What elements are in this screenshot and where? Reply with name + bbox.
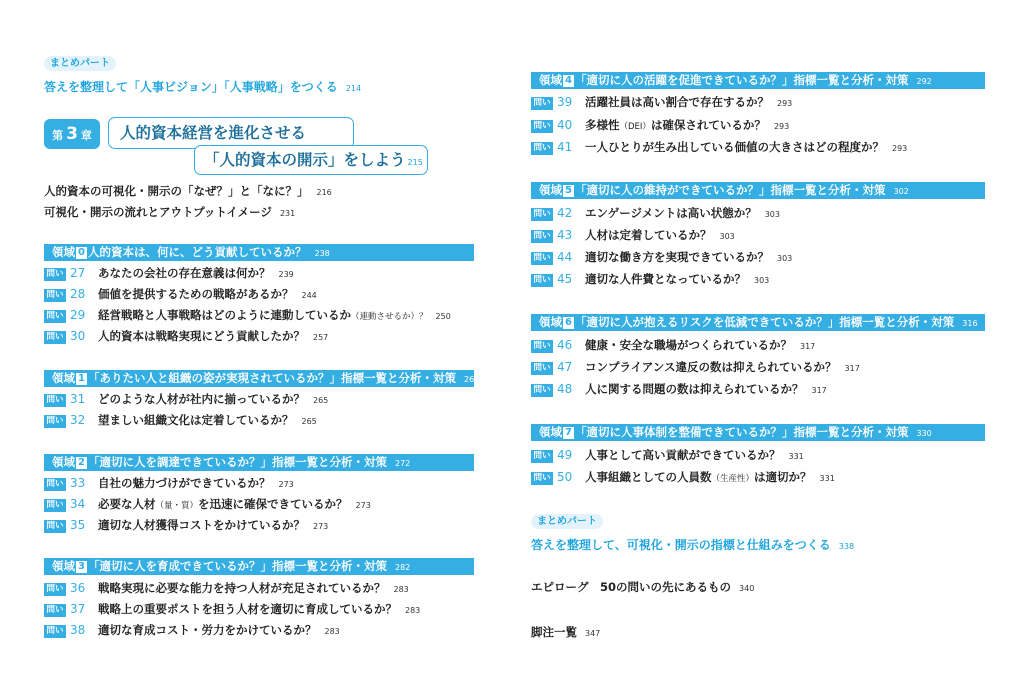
summary-part-label-right: まとめパート: [531, 514, 603, 529]
question-item: 問い 49 人事として高い貢献ができているか？ 331: [531, 447, 804, 463]
footnotes-entry: 脚注一覧 347: [531, 625, 601, 639]
question-item: 問い 44 適切な働き方を実現できているか？ 303: [531, 249, 792, 265]
question-item: 問い 47 コンプライアンス違反の数は抑えられているか？ 317: [531, 359, 860, 375]
domain-banner-6: 領域 6 「適切に人が抱えるリスクを低減できているか？」指標一覧と分析・対策 316: [531, 314, 985, 331]
question-item: 問い 31 どのような人材が社内に揃っているか？ 265: [44, 391, 328, 407]
question-item: 問い 33 自社の魅力づけができているか？ 273: [44, 475, 294, 491]
question-item: 問い 45 適切な人件費となっているか？ 303: [531, 271, 769, 287]
chapter-number-tag: 第 3 章: [44, 119, 100, 149]
chapter-title-line2: 「人的資本の開示」をしよう 215: [204, 151, 423, 169]
domain-banner-2: 領域 2 「適切に人を調達できているか？」指標一覧と分析・対策 272: [44, 454, 474, 471]
question-item: 問い 43 人材は定着しているか？ 303: [531, 227, 735, 243]
question-item: 問い 29 経営戦略と人事戦略はどのように連動しているか（連動させるか）？ 250: [44, 307, 451, 323]
question-item: 問い 41 一人ひとりが生み出している価値の大きさはどの程度か？ 293: [531, 139, 907, 155]
question-item: 問い 40 多様性（DEI）は確保されているか？ 293: [531, 117, 789, 133]
summary-part-title-text: 答えを整理して「人事ビジョン」「人事戦略」をつくる: [44, 80, 338, 94]
page-number: 214: [345, 84, 362, 93]
domain-banner-0: 領域 0 人的資本は、何に、どう貢献しているか？ 238: [44, 244, 474, 261]
question-item: 問い 48 人に関する問題の数は抑えられているか？ 317: [531, 381, 827, 397]
summary-part-title-left: [44, 78, 361, 95]
question-item: 問い 32 望ましい組織文化は定着しているか？ 265: [44, 412, 317, 428]
question-item: 問い 37 戦略上の重要ポストを担う人材を適切に育成しているか？ 283: [44, 601, 420, 617]
question-item: 問い 35 適切な人材獲得コストをかけているか？ 273: [44, 517, 328, 533]
question-item: 問い 46 健康・安全な職場がつくられているか？ 317: [531, 337, 815, 353]
question-item: 問い 34 必要な人材（量・質）を迅速に確保できているか？ 273: [44, 496, 371, 512]
domain-banner-5: 領域 5 「適切に人の維持ができているか？」指標一覧と分析・対策 302: [531, 182, 985, 199]
domain-banner-4: 領域 4 「適切に人の活躍を促進できているか？」指標一覧と分析・対策 292: [531, 72, 985, 89]
domain-banner-3: 領域 3 「適切に人を育成できているか？」指標一覧と分析・対策 282: [44, 558, 474, 575]
question-item: 問い 27 あなたの会社の存在意義は何か？ 239: [44, 265, 294, 281]
domain-banner-1: 領域 1 「ありたい人と組織の姿が実現されているか？」指標一覧と分析・対策 264: [44, 370, 474, 387]
summary-part-label-left: まとめパート: [44, 56, 116, 71]
question-item: 問い 36 戦略実現に必要な能力を持つ人材が充足されているか？ 283: [44, 580, 409, 596]
chapter-heading: [44, 115, 434, 177]
chapter-title-line1: 人的資本経営を進化させる: [120, 124, 307, 142]
intro-item: 可視化・開示の流れとアウトプットイメージ 231: [44, 205, 296, 219]
question-item: 問い 50 人事組織としての人員数（生産性）は適切か？ 331: [531, 469, 835, 485]
question-item: 問い 30 人的資本は戦略実現にどう貢献したか？ 257: [44, 328, 328, 344]
summary-part-title-right: 答えを整理して、可視化・開示の指標と仕組みをつくる 338: [531, 538, 855, 552]
intro-item: 人的資本の可視化・開示の「なぜ？」と「なに？」 216: [44, 184, 332, 198]
question-item: 問い 42 エンゲージメントは高い状態か？ 303: [531, 205, 780, 221]
epilogue-entry: エピローグ 50の問いの先にあるもの 340: [531, 580, 755, 594]
domain-banner-7: 領域 7 「適切に人事体制を整備できているか？」指標一覧と分析・対策 330: [531, 424, 985, 441]
question-item: 問い 39 活躍社員は高い割合で存在するか？ 293: [531, 94, 792, 110]
question-item: 問い 28 価値を提供するための戦略があるか？ 244: [44, 286, 317, 302]
question-item: 問い 38 適切な育成コスト・労力をかけているか？ 283: [44, 622, 340, 638]
